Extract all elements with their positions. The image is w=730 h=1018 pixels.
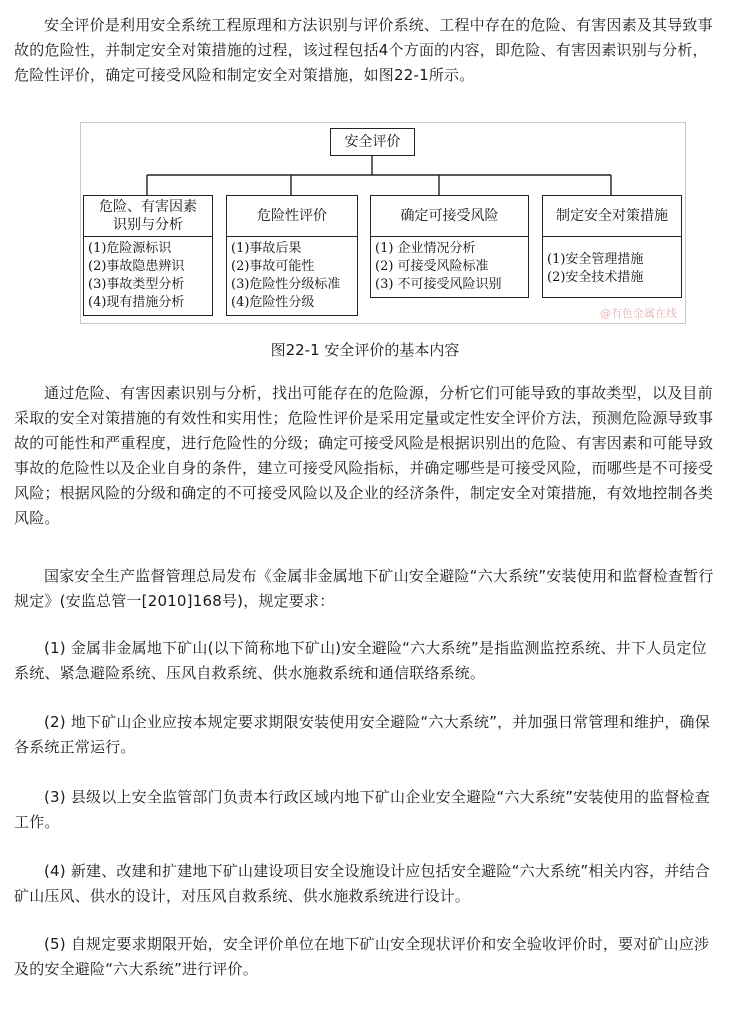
- branch-countermeasures-title: [542, 195, 682, 237]
- list-item: (1)事故后果: [231, 241, 302, 256]
- list-item: (1) 企业情况分析: [375, 241, 476, 256]
- requirement-item-5: (5) 自规定要求期限开始，安全评价单位在地下矿山安全现状评价和安全验收评价时，要对矿山应涉及的安全避险“六大系统”进行评价。: [14, 935, 710, 978]
- list-item: (1)危险源标识: [88, 241, 172, 256]
- branch-identification-title: [83, 195, 213, 237]
- list-item: (3)事故类型分析: [88, 277, 185, 292]
- branch-acceptable-risk-title-label: 确定可接受风险: [400, 208, 499, 224]
- root-node: [330, 128, 415, 156]
- branch-risk-evaluation-title: [226, 195, 358, 237]
- list-item: (2) 可接受风险标准: [375, 259, 489, 274]
- requirement-item-4: (4) 新建、改建和扩建地下矿山建设项目安全设施设计应包括安全避险“六大系统”相关内容，并结合矿山压风、供水的设计，对压风自救系统、供水施救系统进行设计。: [14, 862, 710, 905]
- intro-paragraph: 安全评价是利用安全系统工程原理和方法识别与评价系统、工程中存在的危险、有害因素及其导致事故的危险性，并制定安全对策措施的过程，该过程包括4个方面的内容，即危险、有害因素识别与分析，危险性评价，确定可接受风险和制定安全对策措施，如图22-1所示。: [14, 16, 713, 84]
- list-item: (1)安全管理措施: [547, 252, 644, 267]
- list-item: (4)危险性分级: [231, 295, 315, 310]
- branch-risk-evaluation-title-label: 危险性评价: [257, 208, 327, 224]
- list-item: (2)事故隐患辨识: [88, 259, 185, 274]
- branch-acceptable-risk-items: [370, 236, 529, 298]
- root-node-label: 安全评价: [344, 134, 401, 150]
- list-item: (2)事故可能性: [231, 259, 315, 274]
- regulation-paragraph: 国家安全生产监督管理总局发布《金属非金属地下矿山安全避险“六大系统”安装使用和监督检查暂行规定》(安监总管一[2010]168号)，规定要求：: [14, 567, 714, 610]
- safety-evaluation-diagram: [80, 122, 686, 324]
- list-item: (3)危险性分级标准: [231, 277, 341, 292]
- branch-identification-title-line2: 识别与分析: [113, 217, 183, 233]
- branch-risk-evaluation-items: [226, 236, 358, 316]
- branch-identification-title-line1: 危险、有害因素: [99, 199, 197, 215]
- branch-countermeasures-title-label: 制定安全对策措施: [556, 208, 668, 224]
- figure-caption: 图22-1 安全评价的基本内容: [270, 341, 460, 359]
- requirement-item-1: (1) 金属非金属地下矿山(以下简称地下矿山)安全避险“六大系统”是指监测监控系统、井下人员定位系统、紧急避险系统、压风自救系统、供水施救系统和通信联络系统。: [14, 639, 707, 682]
- requirement-item-2: (2) 地下矿山企业应按本规定要求期限安装使用安全避险“六大系统”，并加强日常管理和维护，确保各系统正常运行。: [14, 713, 710, 756]
- branch-identification-items: [83, 236, 213, 316]
- list-item: (3) 不可接受风险识别: [375, 277, 502, 292]
- watermark: @有色金属在线: [600, 307, 677, 320]
- branch-acceptable-risk-title: [370, 195, 529, 237]
- list-item: (4)现有措施分析: [88, 295, 185, 310]
- requirement-item-3: (3) 县级以上安全监管部门负责本行政区域内地下矿山企业安全避险“六大系统”安装使用的监督检查工作。: [14, 788, 710, 831]
- branch-countermeasures-items: [542, 236, 682, 298]
- list-item: (2)安全技术措施: [547, 270, 644, 285]
- explanation-paragraph: 通过危险、有害因素识别与分析，找出可能存在的危险源，分析它们可能导致的事故类型，以及目前采取的安全对策措施的有效性和实用性；危险性评价是采用定量或定性安全评价方法，预测危险源导致事故的可能性和严重程度，进行危险性的分级；确定可接受风险是根据识别出的危险、有害因素和可能导致事故的危险性以及企业自身的条件，建立可接受风险指标，并确定哪些是可接受风险，而哪些是不可接受风险；根据风险的分级和确定的不可接受风险以及企业的经济条件，制定安全对策措施，有效地控制各类风险。: [14, 384, 714, 527]
